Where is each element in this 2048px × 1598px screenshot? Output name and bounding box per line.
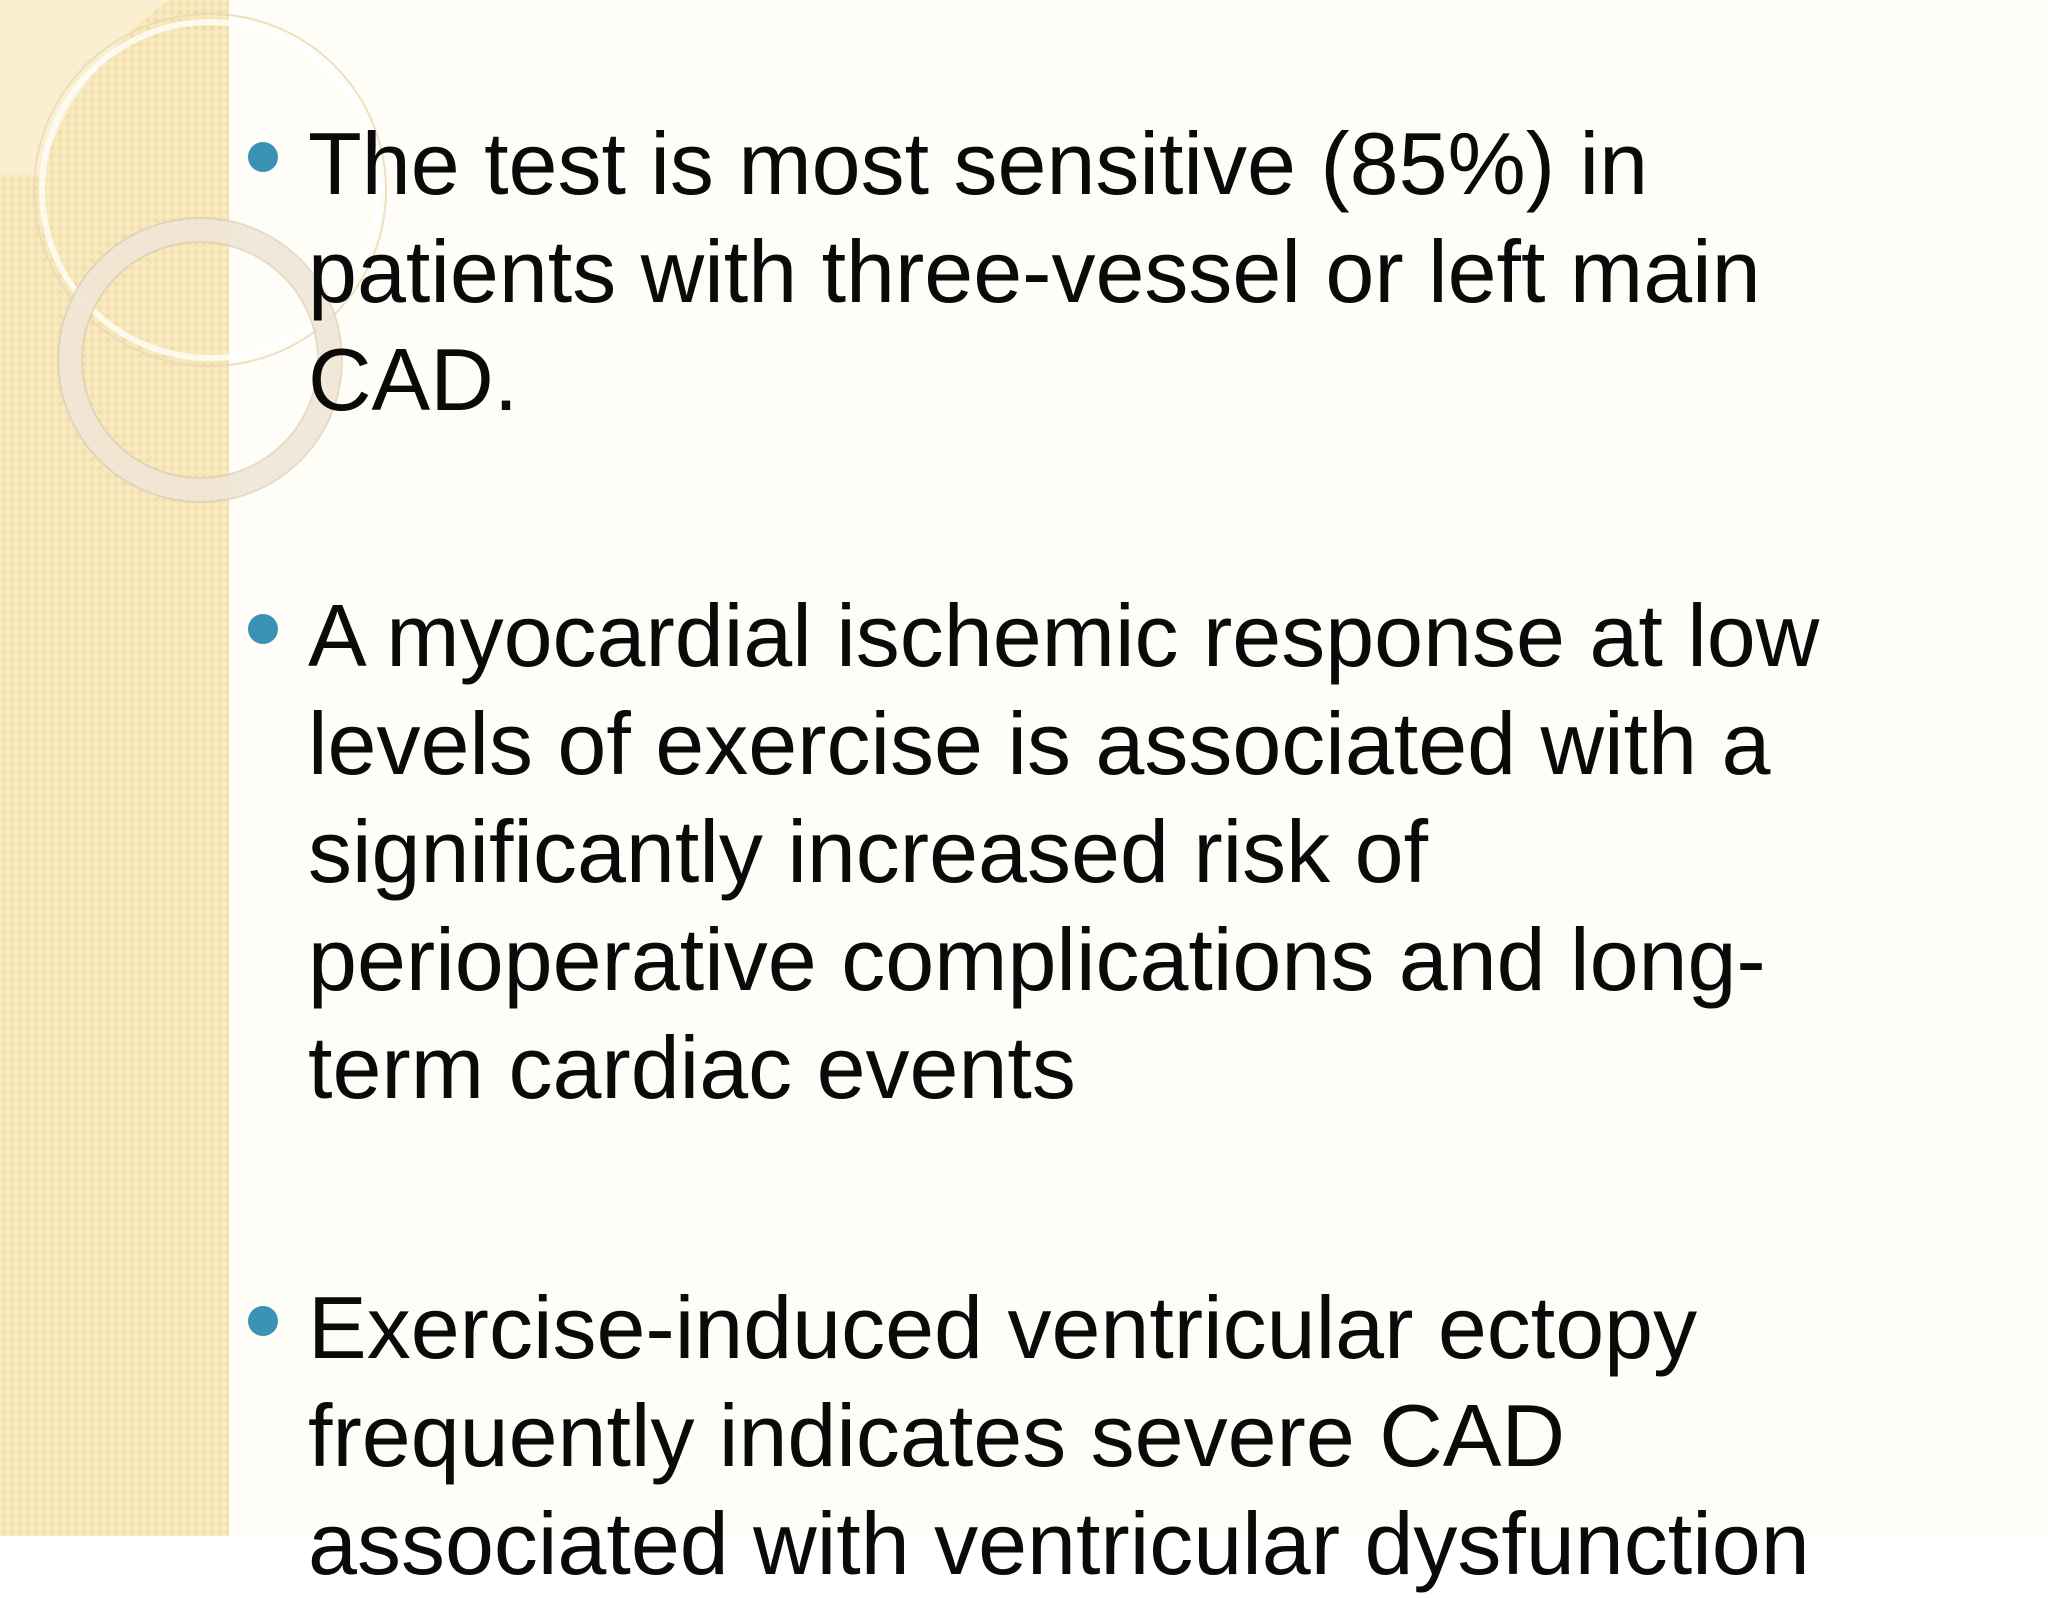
bullet-dot-icon — [248, 1306, 278, 1336]
bullet-item — [232, 110, 1832, 440]
bullet-text: The test is most sensitive (85%) in patients with three-vessel or left main CAD. — [308, 114, 1761, 429]
bullet-dot-icon — [248, 614, 278, 644]
bullet-item — [232, 582, 1832, 1132]
bullet-text: Exercise-induced ventricular ectopy frequently indicates severe CAD associated with ventricular dysfunction — [308, 1278, 1810, 1593]
bullet-dot-icon — [248, 142, 278, 172]
bullet-item — [232, 1274, 1832, 1593]
bullet-text: A myocardial ischemic response at low levels of exercise is associated with a significantly increased risk of perioperative complications and long- term cardiac events — [308, 586, 1820, 1117]
